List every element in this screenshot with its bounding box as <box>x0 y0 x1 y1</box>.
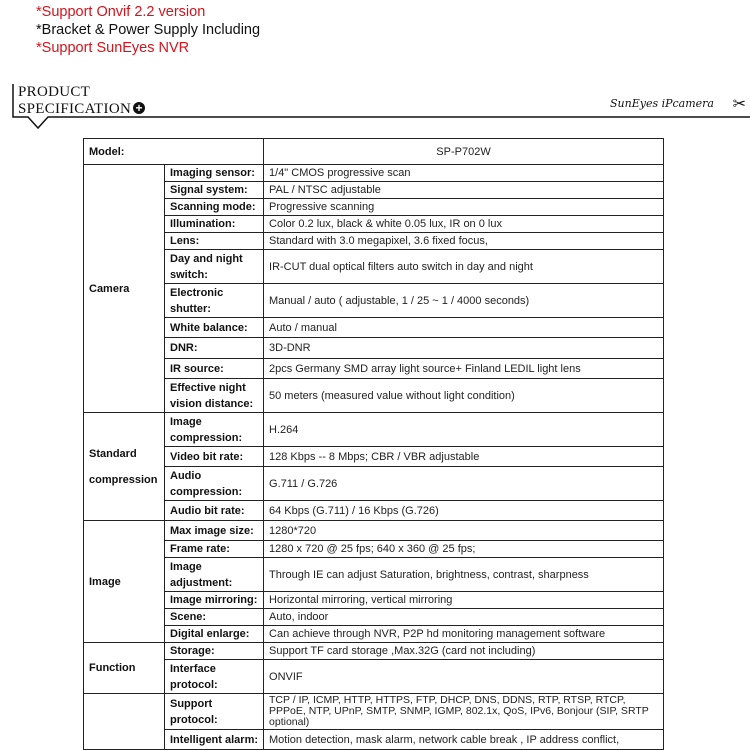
spec-label: Electronic shutter: <box>165 284 264 318</box>
spec-value: Auto, indoor <box>264 609 664 626</box>
spec-value: G.711 / G.726 <box>264 467 664 501</box>
table-row <box>84 467 664 501</box>
table-row <box>84 199 664 216</box>
bullet-bracket: *Bracket & Power Supply Including <box>36 22 261 38</box>
spec-label: Support protocol: <box>165 694 264 730</box>
table-row <box>84 284 664 318</box>
spec-label: Intelligent alarm: <box>165 730 264 750</box>
category-function-cont <box>84 694 165 750</box>
table-row <box>84 338 664 359</box>
spec-value: Horizontal mirroring, vertical mirroring <box>264 592 664 609</box>
table-row <box>84 501 664 521</box>
spec-label: Scanning mode: <box>165 199 264 216</box>
table-row <box>84 660 664 694</box>
table-row <box>84 592 664 609</box>
spec-value: PAL / NTSC adjustable <box>264 182 664 199</box>
spec-label: Interface protocol: <box>165 660 264 694</box>
table-row <box>84 216 664 233</box>
table-row <box>84 694 664 730</box>
title-line-1: PRODUCT <box>18 84 91 100</box>
table-row <box>84 359 664 379</box>
table-row <box>84 730 664 750</box>
spec-label: Lens: <box>165 233 264 250</box>
table-row <box>84 139 664 165</box>
model-value: SP-P702W <box>264 139 664 165</box>
spec-label: Imaging sensor: <box>165 165 264 182</box>
spec-label: Image adjustment: <box>165 558 264 592</box>
spec-value: Manual / auto ( adjustable, 1 / 25 ~ 1 / 4000 seconds) <box>264 284 664 318</box>
title-text: SPECIFICATION <box>18 101 132 117</box>
spec-value: Standard with 3.0 megapixel, 3.6 fixed focus, <box>264 233 664 250</box>
spec-value: IR-CUT dual optical filters auto switch in day and night <box>264 250 664 284</box>
table-row <box>84 379 664 413</box>
spec-header <box>0 82 750 132</box>
spec-label: Audio compression: <box>165 467 264 501</box>
spec-value: 128 Kbps -- 8 Mbps; CBR / VBR adjustable <box>264 447 664 467</box>
spec-value: 1280 x 720 @ 25 fps; 640 x 360 @ 25 fps; <box>264 541 664 558</box>
category-camera: Camera <box>84 165 165 413</box>
bullet-nvr: *Support SunEyes NVR <box>36 40 190 56</box>
spec-label: Image mirroring: <box>165 592 264 609</box>
spec-value: 1/4" CMOS progressive scan <box>264 165 664 182</box>
spec-value: 2pcs Germany SMD array light source+ Finland LEDIL light lens <box>264 359 664 379</box>
plus-circle-icon: + <box>133 102 145 114</box>
spec-value: Can achieve through NVR, P2P hd monitoring management software <box>264 626 664 643</box>
category-function: Function <box>84 643 165 694</box>
table-row <box>84 558 664 592</box>
spec-table <box>83 138 664 750</box>
spec-value: 3D-DNR <box>264 338 664 359</box>
spec-label: Illumination: <box>165 216 264 233</box>
spec-label: Digital enlarge: <box>165 626 264 643</box>
brand-logo: SunEyes iPcamera <box>610 97 714 110</box>
spec-label: DNR: <box>165 338 264 359</box>
spec-label: IR source: <box>165 359 264 379</box>
table-row <box>84 609 664 626</box>
spec-label: Scene: <box>165 609 264 626</box>
spec-value: ONVIF <box>264 660 664 694</box>
spec-value: Motion detection, mask alarm, network cable break , IP address conflict, <box>264 730 664 750</box>
spec-label: Audio bit rate: <box>165 501 264 521</box>
spec-value: H.264 <box>264 413 664 447</box>
spec-label: Frame rate: <box>165 541 264 558</box>
spec-value: Support TF card storage ,Max.32G (card not including) <box>264 643 664 660</box>
spec-value: Color 0.2 lux, black & white 0.05 lux, IR on 0 lux <box>264 216 664 233</box>
spec-label: Storage: <box>165 643 264 660</box>
table-row <box>84 318 664 338</box>
spec-value: 50 meters (measured value without light condition) <box>264 379 664 413</box>
spec-label: White balance: <box>165 318 264 338</box>
table-row <box>84 643 664 660</box>
table-row <box>84 521 664 541</box>
bullet-onvif: *Support Onvif 2.2 version <box>36 4 206 20</box>
model-label: Model: <box>84 139 264 165</box>
scissors-icon: ✂ <box>732 96 746 113</box>
feature-bullets <box>36 3 260 57</box>
table-row <box>84 250 664 284</box>
category-image: Image <box>84 521 165 643</box>
product-spec-title <box>18 84 145 118</box>
spec-label: Video bit rate: <box>165 447 264 467</box>
spec-label: Image compression: <box>165 413 264 447</box>
spec-label: Max image size: <box>165 521 264 541</box>
spec-label: Signal system: <box>165 182 264 199</box>
table-row <box>84 233 664 250</box>
spec-value: 64 Kbps (G.711) / 16 Kbps (G.726) <box>264 501 664 521</box>
spec-value: Auto / manual <box>264 318 664 338</box>
spec-label: Effective night vision distance: <box>165 379 264 413</box>
spec-value: 1280*720 <box>264 521 664 541</box>
spec-value: TCP / IP, ICMP, HTTP, HTTPS, FTP, DHCP, DNS, DDNS, RTP, RTSP, RTCP, PPPoE, NTP, UPnP, SMTP, SNMP, IGMP, 802.1x, QoS, IPv6, Bonjour (SIP, SRTP optional) <box>264 694 664 730</box>
table-row <box>84 626 664 643</box>
table-row <box>84 541 664 558</box>
table-row <box>84 182 664 199</box>
spec-label: Day and night switch: <box>165 250 264 284</box>
category-standard-compression: Standard compression <box>84 413 165 521</box>
spec-value: Through IE can adjust Saturation, brightness, contrast, sharpness <box>264 558 664 592</box>
table-row <box>84 447 664 467</box>
spec-value: Progressive scanning <box>264 199 664 216</box>
table-row <box>84 165 664 182</box>
table-row <box>84 413 664 447</box>
title-line-2 <box>18 101 145 118</box>
